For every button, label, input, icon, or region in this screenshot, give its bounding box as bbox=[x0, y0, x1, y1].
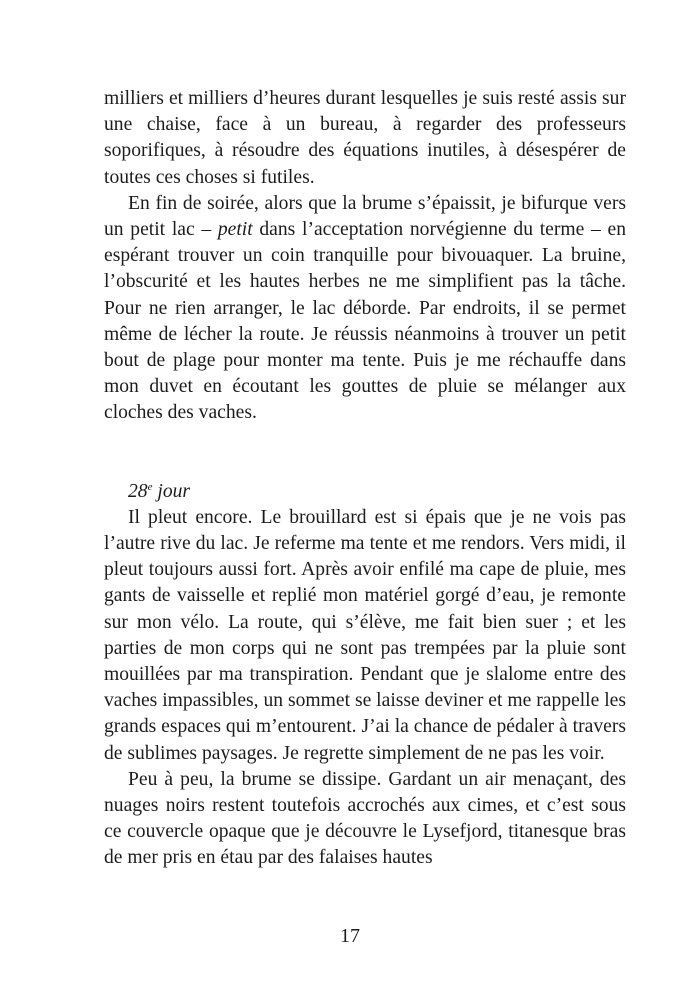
paragraph-continuation: milliers et milliers d’heures durant lesquelles je suis resté assis sur une chaise, face à un bureau, à regarder des professeurs soporifiques, à résoudre des équations inutiles, à désespérer de toutes ces choses si futiles. bbox=[104, 88, 626, 188]
day-number: 28 bbox=[128, 480, 148, 502]
day-ordinal-suffix: e bbox=[147, 480, 153, 493]
paragraph-evening-lake bbox=[104, 191, 626, 427]
paragraph-text: En fin de soirée, alors que la brume s’épaissit, je bifurque vers un petit lac – bbox=[104, 192, 626, 241]
section-gap bbox=[104, 427, 626, 479]
page-body bbox=[104, 86, 626, 872]
page-number: 17 bbox=[340, 925, 360, 947]
paragraph-text: dans l’acceptation norvégienne du terme – en espérant trouver un coin tranquille pour bivouaquer. La bruine, l’obscurité et les hautes herbes ne me simplifient pas la tâche. Pour ne rien arranger, le lac déborde. Par endroits, il se permet même de lécher la route. Je réussis néanmoins à trouver un petit bout de plage pour monter ma tente. Puis je me réchauffe dans mon duvet en écoutant les gouttes de pluie se mélanger aux cloches des vaches. bbox=[104, 219, 626, 424]
italic-word: petit bbox=[217, 219, 253, 241]
paragraph-lysefjord: Peu à peu, la brume se dissipe. Gardant un air menaçant, des nuages noirs restent toutefois accrochés aux cimes, et c’est sous ce couvercle opaque que je découvre le Lysefjord, titanesque bras de mer pris en étau par des falaises hautes bbox=[104, 768, 626, 869]
day-word: jour bbox=[152, 480, 191, 502]
paragraph-rain: Il pleut encore. Le brouillard est si épais que je ne vois pas l’autre rive du lac. Je referme ma tente et me rendors. Vers midi, il pleut toujours aussi fort. Après avoir enfilé ma cape de pluie, mes gants de vaisselle et replié mon matériel gorgé d’eau, je remonte sur mon vélo. La route, qui s’élève, me fait bien suer ; et les parties de mon corps qui ne sont pas trempées par la pluie sont mouillées par ma transpiration. Pendant que je slalome entre des vaches impassibles, un sommet se laisse deviner et me rappelle les grands espaces qui m’entourent. J’ai la chance de pédaler à travers de sublimes paysages. Je regrette simplement de ne pas les voir. bbox=[104, 506, 626, 764]
day-heading bbox=[104, 479, 626, 505]
